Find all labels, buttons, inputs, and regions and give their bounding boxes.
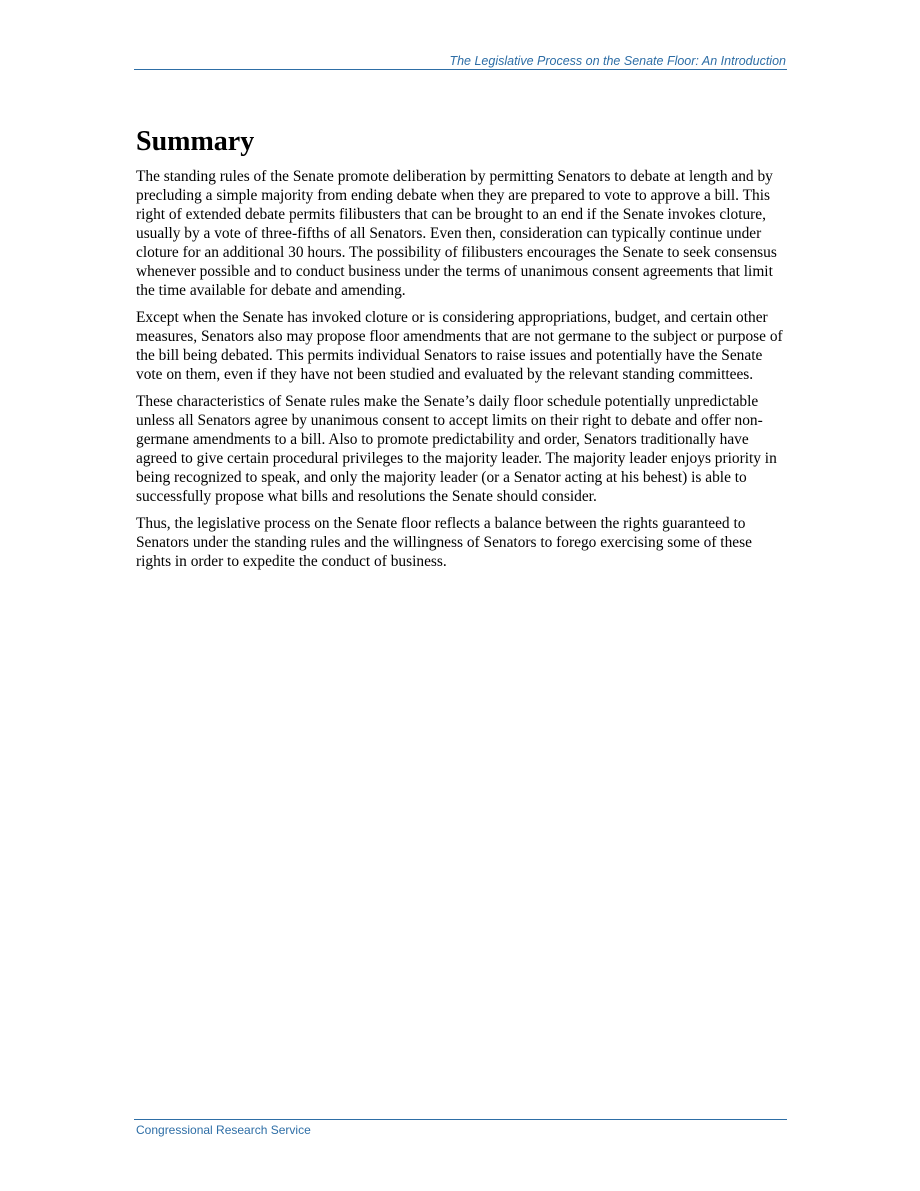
summary-section bbox=[136, 124, 788, 579]
footer-divider bbox=[134, 1119, 787, 1120]
paragraph-1: The standing rules of the Senate promote deliberation by permitting Senators to debate at length and by precluding a simple majority from ending debate when they are prepared to vote to approve a bill. This right of extended debate permits filibusters that can be brought to an end if the Senate invokes cloture, usually by a vote of three-fifths of all Senators. Even then, consideration can typically continue under cloture for an additional 30 hours. The possibility of filibusters encourages the Senate to seek consensus whenever possible and to conduct business under the terms of unanimous consent agreements that limit the time available for debate and amending. bbox=[136, 168, 777, 299]
header-divider bbox=[134, 69, 787, 70]
section-title: Summary bbox=[136, 126, 255, 157]
footer-publisher: Congressional Research Service bbox=[136, 1123, 311, 1137]
paragraph-4: Thus, the legislative process on the Senate floor reflects a balance between the rights guaranteed to Senators under the standing rules and the willingness of Senators to forego exercising some of these rights in order to expedite the conduct of business. bbox=[136, 515, 752, 570]
running-header: The Legislative Process on the Senate Floor: An Introduction bbox=[449, 54, 786, 68]
paragraph-2: Except when the Senate has invoked cloture or is considering appropriations, budget, and certain other measures, Senators also may propose floor amendments that are not germane to the subject or purpose of the bill being debated. This permits individual Senators to raise issues and potentially have the Senate vote on them, even if they have not been studied and evaluated by the relevant standing committees. bbox=[136, 309, 783, 383]
paragraph-3: These characteristics of Senate rules make the Senate’s daily floor schedule potentially unpredictable unless all Senators agree by unanimous consent to accept limits on their right to debate and offer non-germane amendments to a bill. Also to promote predictability and order, Senators traditionally have agreed to give certain procedural privileges to the majority leader. The majority leader enjoys priority in being recognized to speak, and only the majority leader (or a Senator acting at his behest) is able to successfully propose what bills and resolutions the Senate should consider. bbox=[136, 393, 777, 505]
